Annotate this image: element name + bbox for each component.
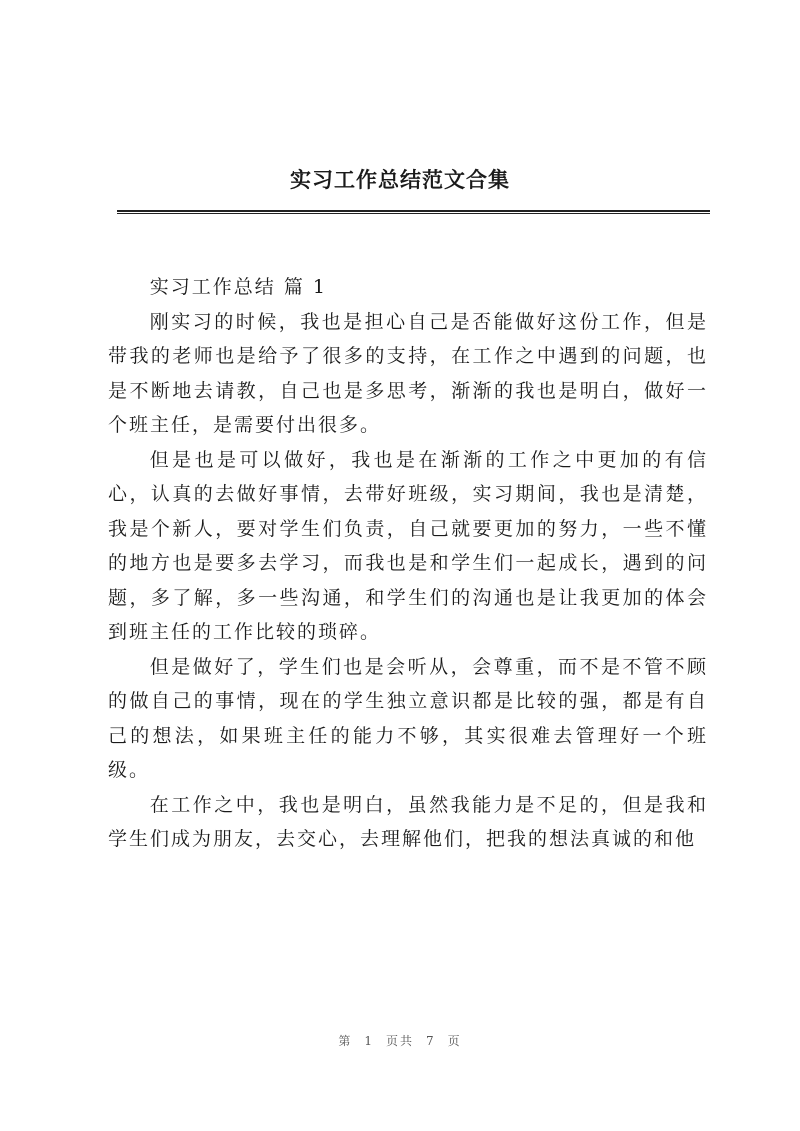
footer-label-of: 页共 bbox=[385, 1034, 414, 1048]
section-heading: 实习工作总结 篇 1 bbox=[149, 276, 327, 298]
footer-label-end: 页 bbox=[447, 1034, 462, 1048]
paragraph-4: 在工作之中，我也是明白，虽然我能力是不足的，但是我和学生们成为朋友，去交心，去理解他们，把我的想法真诚的和他 bbox=[108, 793, 708, 850]
paragraph-2: 但是也是可以做好，我也是在渐渐的工作之中更加的有信心，认真的去做好事情，去带好班级，实习期间，我也是清楚，我是个新人，要对学生们负责，自己就要更加的努力，一些不懂的地方也是要多去学习，而我也是和学生们一起成长，遇到的问题，多了解，多一些沟通，和学生们的沟通也是让我更加的体会到班主任的工作比较的琐碎。 bbox=[108, 448, 708, 643]
document-title: 实习工作总结范文合集 bbox=[290, 167, 510, 192]
paragraph-3: 但是做好了，学生们也是会听从，会尊重，而不是不管不顾的做自己的事情，现在的学生独立意识都是比较的强，都是有自己的想法，如果班主任的能力不够，其实很难去管理好一个班级。 bbox=[108, 655, 708, 781]
document-body bbox=[108, 270, 708, 857]
footer-label-page: 第 bbox=[338, 1034, 353, 1048]
footer-total-pages: 7 bbox=[426, 1034, 436, 1048]
title-divider bbox=[117, 210, 710, 214]
page-footer bbox=[0, 1032, 800, 1049]
paragraph-1: 刚实习的时候，我也是担心自己是否能做好这份工作，但是带我的老师也是给予了很多的支持，在工作之中遇到的问题，也是不断地去请教，自己也是多思考，渐渐的我也是明白，做好一个班主任，是需要付出很多。 bbox=[108, 310, 708, 436]
footer-current-page: 1 bbox=[364, 1034, 374, 1048]
